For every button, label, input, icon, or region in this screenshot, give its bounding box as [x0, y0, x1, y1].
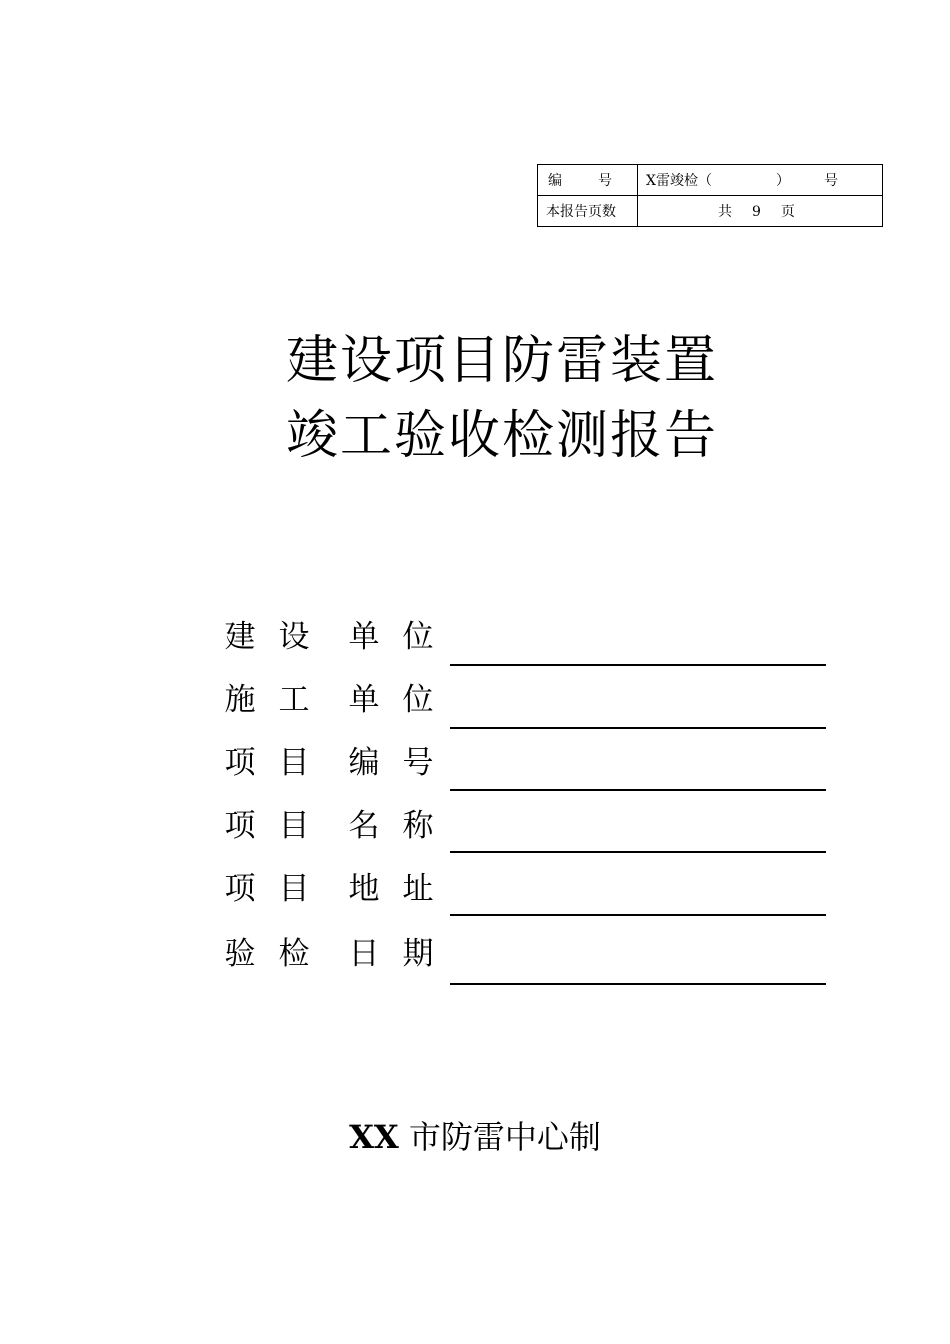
issuer-name: 市防雷中心制: [398, 1118, 601, 1156]
field-label-char: 项: [224, 745, 256, 781]
field-label-char: 目: [278, 871, 310, 907]
field-contractor-unit-line[interactable]: [450, 727, 826, 729]
report-title-line-1: 建设项目防雷装置: [286, 331, 719, 391]
field-label-char: 日: [348, 936, 380, 972]
field-label-char: 设: [278, 619, 310, 655]
report-info-table: [537, 164, 883, 227]
issuer-city: XX: [349, 1118, 399, 1156]
report-number-value: [638, 165, 883, 196]
issuer-footer: [0, 1112, 950, 1158]
report-pages-gong: 共: [718, 204, 732, 220]
field-project-name-line[interactable]: [450, 851, 826, 853]
field-label-char: 检: [278, 936, 310, 972]
field-label-char: 址: [402, 871, 434, 907]
field-label-char: 目: [278, 808, 310, 844]
report-number-row: [538, 165, 883, 196]
field-label-char: 位: [402, 682, 434, 718]
field-label-char: 施: [224, 682, 256, 718]
report-pages-count: 9: [752, 204, 761, 220]
field-label-char: 期: [402, 936, 434, 972]
report-number-prefix: X雷竣检（: [646, 173, 712, 189]
field-label-char: 工: [278, 682, 310, 718]
field-label-char: 地: [348, 871, 380, 907]
field-inspection-date-line[interactable]: [450, 983, 826, 985]
report-pages-label: 本报告页数: [538, 196, 638, 227]
report-number-label-char: 编: [548, 173, 562, 189]
report-number-label: [538, 165, 638, 196]
report-pages-ye: 页: [780, 204, 795, 220]
field-label-char: 号: [402, 745, 434, 781]
field-label-char: 建: [224, 619, 256, 655]
field-label-char: 项: [224, 808, 256, 844]
field-project-number-line[interactable]: [450, 789, 826, 791]
field-label-char: 验: [224, 936, 256, 972]
field-label-char: 编: [348, 745, 380, 781]
field-label-char: 名: [348, 808, 380, 844]
field-label-char: 单: [348, 619, 380, 655]
field-label-char: 单: [348, 682, 380, 718]
field-project-address-line[interactable]: [450, 914, 826, 916]
field-construction-unit-line[interactable]: [450, 664, 826, 666]
field-label-char: 目: [278, 745, 310, 781]
field-label-char: 称: [402, 808, 434, 844]
report-title-line-2: 竣工验收检测报告: [286, 406, 719, 466]
report-number-label-char: 号: [598, 173, 612, 189]
field-label-char: 项: [224, 871, 256, 907]
report-pages-row: [538, 196, 883, 227]
field-label-char: 位: [402, 619, 434, 655]
report-number-close: ）: [776, 173, 790, 189]
report-pages-value: [638, 196, 883, 227]
report-number-suffix: 号: [824, 173, 838, 189]
